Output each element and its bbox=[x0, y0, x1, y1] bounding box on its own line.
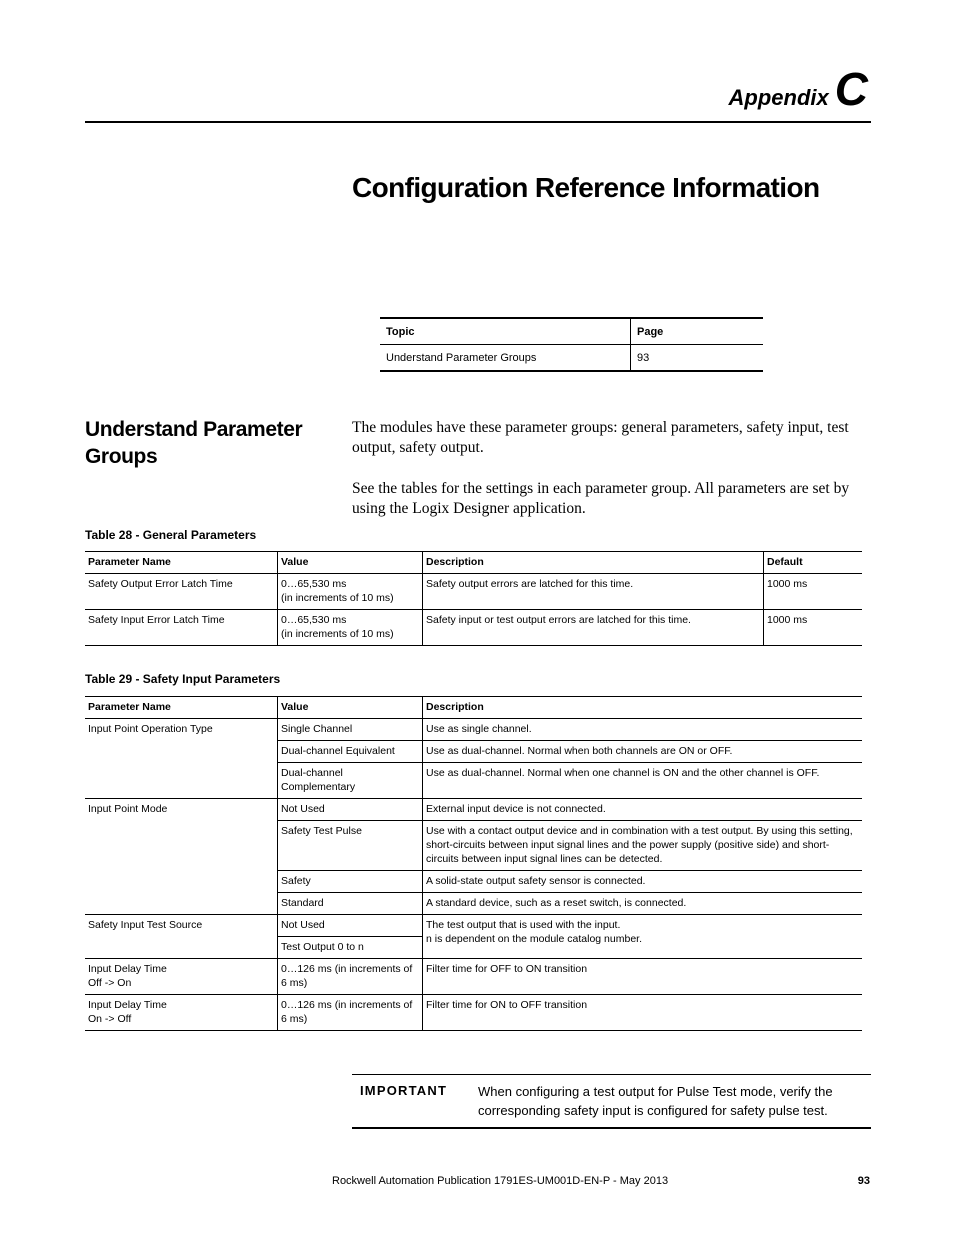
page-title: Configuration Reference Information bbox=[352, 172, 820, 203]
cell-line: (in increments of 10 ms) bbox=[281, 592, 394, 604]
column-header: Parameter Name bbox=[85, 552, 278, 574]
cell: 1000 ms bbox=[764, 574, 863, 610]
cell: Filter time for ON to OFF transition bbox=[423, 995, 863, 1031]
cell: Dual-channel Equivalent bbox=[278, 741, 423, 763]
cell-line: (in increments of 10 ms) bbox=[281, 628, 394, 640]
cell-line: Input Delay Time bbox=[88, 963, 167, 975]
page-number: 93 bbox=[631, 345, 764, 372]
cell bbox=[278, 610, 423, 646]
table-row bbox=[85, 995, 862, 1031]
cell bbox=[423, 915, 863, 959]
important-text: When configuring a test output for Pulse Test mode, verify the corresponding safety input is configured for safety pulse test. bbox=[478, 1084, 833, 1118]
cell: Single Channel bbox=[278, 719, 423, 741]
appendix-letter: C bbox=[834, 63, 868, 115]
table-row bbox=[85, 959, 862, 995]
cell: Safety Output Error Latch Time bbox=[85, 574, 278, 610]
table-row bbox=[85, 610, 862, 646]
cell-line: 0…65,530 ms bbox=[281, 578, 347, 590]
table-row bbox=[85, 915, 862, 937]
cell: 0…126 ms (in increments of 6 ms) bbox=[278, 959, 423, 995]
important-label: IMPORTANT bbox=[360, 1083, 448, 1098]
important-box bbox=[352, 1074, 871, 1129]
cell: Use as dual-channel. Normal when one channel is ON and the other channel is OFF. bbox=[423, 763, 863, 799]
header-rule bbox=[85, 121, 871, 123]
table-row bbox=[380, 345, 763, 372]
cell: Safety input or test output errors are latched for this time. bbox=[423, 610, 764, 646]
footer-page-number: 93 bbox=[857, 1175, 870, 1187]
column-header: Default bbox=[764, 552, 863, 574]
cell-line: On -> Off bbox=[88, 1013, 132, 1025]
cell: Not Used bbox=[278, 799, 423, 821]
cell: 1000 ms bbox=[764, 610, 863, 646]
page-header: Page bbox=[631, 318, 764, 345]
cell: External input device is not connected. bbox=[423, 799, 863, 821]
cell: A standard device, such as a reset switch, is connected. bbox=[423, 893, 863, 915]
cell: Safety Input Error Latch Time bbox=[85, 610, 278, 646]
cell-line: Input Delay Time bbox=[88, 999, 167, 1011]
cell: Not Used bbox=[278, 915, 423, 937]
section-heading: Understand Parameter Groups bbox=[85, 418, 303, 468]
cell: Use with a contact output device and in combination with a test output. By using this setting, short-circuits between input signal lines and the power supply (positive side) and short-circuits between input signal lines can be detected. bbox=[423, 821, 863, 871]
cell bbox=[85, 959, 278, 995]
topic-header: Topic bbox=[380, 318, 631, 345]
cell: Safety Input Test Source bbox=[85, 915, 278, 959]
table-caption: Table 28 - General Parameters bbox=[85, 528, 257, 542]
cell: A solid-state output safety sensor is connected. bbox=[423, 871, 863, 893]
table-caption: Table 29 - Safety Input Parameters bbox=[85, 672, 281, 686]
column-header: Description bbox=[423, 552, 764, 574]
column-header: Value bbox=[278, 552, 423, 574]
cell bbox=[85, 995, 278, 1031]
general-parameters-table bbox=[85, 551, 862, 646]
cell: Test Output 0 to n bbox=[278, 937, 423, 959]
cell: Use as dual-channel. Normal when both channels are ON or OFF. bbox=[423, 741, 863, 763]
table-row bbox=[85, 799, 862, 821]
cell-line: Off -> On bbox=[88, 977, 132, 989]
appendix-word: Appendix bbox=[728, 85, 829, 110]
column-header: Parameter Name bbox=[85, 697, 278, 719]
cell: Use as single channel. bbox=[423, 719, 863, 741]
safety-input-parameters-table bbox=[85, 696, 862, 1031]
topic-link[interactable]: Understand Parameter Groups bbox=[380, 345, 631, 372]
cell: Dual-channel Complementary bbox=[278, 763, 423, 799]
appendix-label bbox=[729, 62, 868, 116]
table-row bbox=[85, 574, 862, 610]
footer-publication: Rockwell Automation Publication 1791ES-UM001D-EN-P - May 2013 bbox=[332, 1175, 669, 1187]
cell: Standard bbox=[278, 893, 423, 915]
cell: Input Point Operation Type bbox=[85, 719, 278, 799]
cell-line: The test output that is used with the input. bbox=[426, 919, 621, 931]
cell: Input Point Mode bbox=[85, 799, 278, 915]
cell: Safety bbox=[278, 871, 423, 893]
intro-paragraph: The modules have these parameter groups: general parameters, safety input, test output, safety output. bbox=[352, 419, 849, 456]
cell: 0…126 ms (in increments of 6 ms) bbox=[278, 995, 423, 1031]
cell bbox=[278, 574, 423, 610]
cell-line: n is dependent on the module catalog number. bbox=[426, 933, 642, 945]
topic-table bbox=[380, 317, 763, 372]
table-row bbox=[85, 719, 862, 741]
column-header: Description bbox=[423, 697, 863, 719]
cell: Filter time for OFF to ON transition bbox=[423, 959, 863, 995]
cell: Safety output errors are latched for this time. bbox=[423, 574, 764, 610]
column-header: Value bbox=[278, 697, 423, 719]
intro-paragraph: See the tables for the settings in each parameter group. All parameters are set by using the Logix Designer application. bbox=[352, 480, 850, 517]
cell: Safety Test Pulse bbox=[278, 821, 423, 871]
intro-text bbox=[352, 418, 872, 540]
cell-line: 0…65,530 ms bbox=[281, 614, 347, 626]
